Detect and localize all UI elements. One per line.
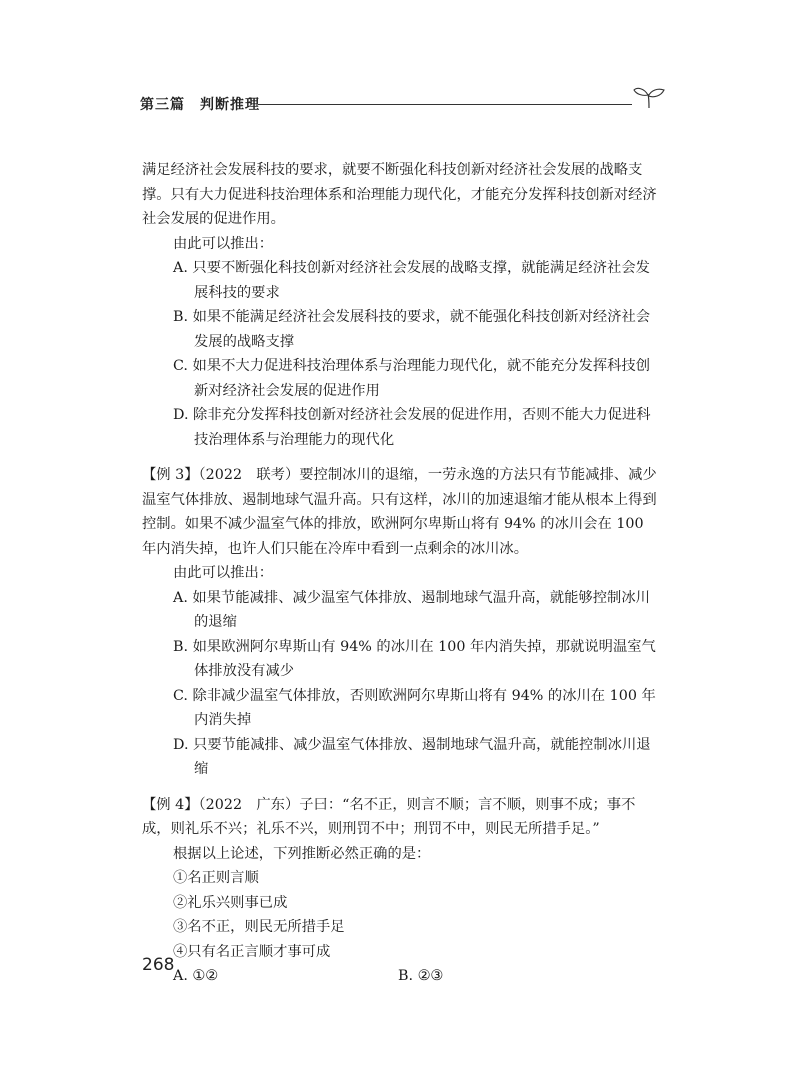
header-rule	[258, 104, 632, 105]
example4-choice-a: A. ①②	[173, 968, 219, 984]
example4-choices	[142, 964, 662, 989]
intro-option-c: C. 如果不大力促进科技治理体系与治理能力现代化，就不能充分发挥科技创新对经济社会发展的促进作用	[173, 358, 651, 399]
intro-option-b: B. 如果不能满足经济社会发展科技的要求，就不能强化科技创新对经济社会发展的战略支撑	[173, 309, 651, 350]
example3-stem	[142, 463, 662, 561]
intro-paragraph: 满足经济社会发展科技的要求，就要不断强化科技创新对经济社会发展的战略支撑。只有大力促进科技治理体系和治理能力现代化，才能充分发挥科技创新对经济社会发展的促进作用。	[142, 162, 657, 227]
page-number: 268	[142, 955, 175, 975]
intro-option-d: D. 除非充分发挥科技创新对经济社会发展的促进作用，否则不能大力促进科技治理体系与治理能力的现代化	[173, 407, 651, 448]
running-header	[140, 92, 670, 116]
example4-statement-1: ①名正则言顺	[173, 870, 259, 886]
example4-tag: 【例 4】	[142, 796, 199, 813]
example4-text: 子曰：“名不正，则言不顺；言不顺，则事不成；事不成，则礼乐不兴；礼乐不兴，则刑罚不中；刑罚不中，则民无所措手足。”	[142, 796, 636, 837]
example4-statement-2: ②礼乐兴则事已成	[173, 894, 288, 911]
example3-text: 要控制冰川的退缩，一劳永逸的方法只有节能减排、减少温室气体排放、遏制地球气温升高。只有这样，冰川的加速退缩才能从根本上得到控制。如果不减少温室气体的排放，欧洲阿尔卑斯山将有 94% 的冰川会在 100 年内消失掉，也许人们只能在冷库中看到一点剩余的冰川冰。	[142, 467, 657, 557]
example4-source: （2022 广东）	[198, 796, 300, 813]
sprout-icon	[632, 84, 666, 110]
example3-prompt: 由此可以推出：	[173, 565, 274, 581]
example3-option-c: C. 除非减少温室气体排放，否则欧洲阿尔卑斯山将有 94% 的冰川在 100 年内消失掉	[173, 687, 656, 728]
example3-option-d: D. 只要节能减排、减少温室气体排放、遏制地球气温升高，就能控制冰川退缩	[173, 736, 651, 777]
example3-tag: 【例 3】	[142, 467, 199, 483]
example3-option-b: B. 如果欧洲阿尔卑斯山有 94% 的冰川在 100 年内消失掉，那就说明温室气体排放没有减少	[173, 638, 656, 679]
example4-stem	[142, 793, 662, 842]
example4-statement-3: ③名不正，则民无所措手足	[173, 919, 345, 935]
example4-prompt: 根据以上论述，下列推断必然正确的是：	[173, 845, 431, 862]
example4-choice-b: B. ②③	[398, 968, 444, 984]
section-title: 第三篇 判断推理	[140, 97, 260, 113]
example3-source: （2022 联考）	[198, 467, 300, 483]
intro-prompt: 由此可以推出：	[173, 235, 274, 252]
example4-statement-4: ④只有名正言顺才事可成	[173, 943, 331, 960]
intro-option-a: A. 只要不断强化科技创新对经济社会发展的战略支撑，就能满足经济社会发展科技的要求	[173, 260, 650, 301]
example3-option-a: A. 如果节能减排、减少温室气体排放、遏制地球气温升高，就能够控制冰川的退缩	[173, 589, 650, 630]
page-content	[142, 158, 662, 989]
